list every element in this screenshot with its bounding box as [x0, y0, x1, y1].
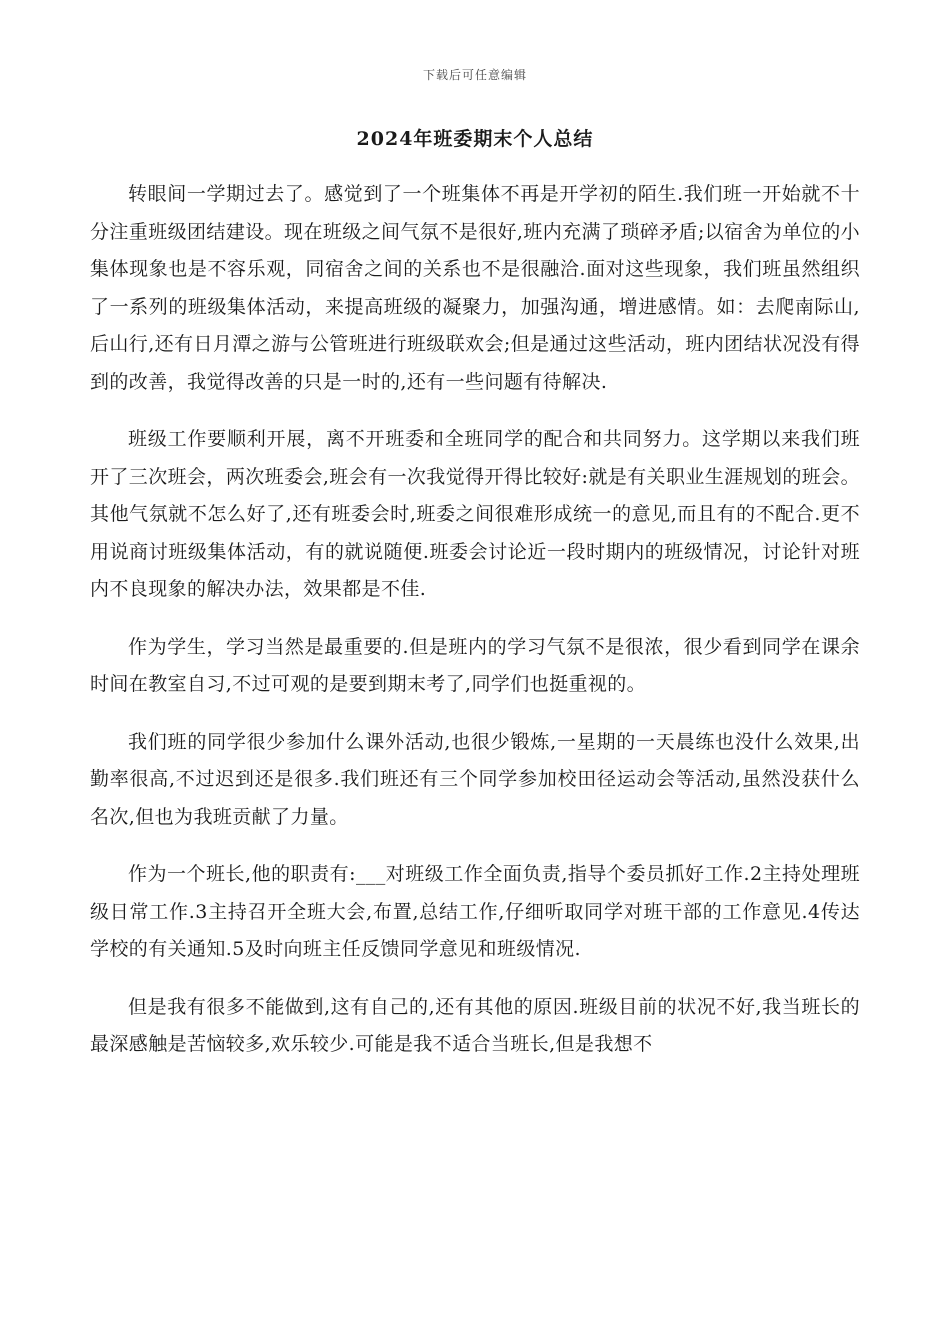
paragraph-3: 作为学生，学习当然是最重要的.但是班内的学习气氛不是很浓，很少看到同学在课余时间在教室自习,不过可观的是要到期末考了,同学们也挺重视的。: [90, 635, 860, 695]
document-body: [90, 176, 860, 1084]
header-note: 下载后可任意编辑: [422, 68, 527, 82]
paragraph-5: 作为一个班长,他的职责有:___对班级工作全面负责,指导个委员抓好工作.2主持处理班级日常工作.3主持召开全班大会,布置,总结工作,仔细听取同学对班干部的工作意见.4传达学校的有关通知.5及时向班主任反馈同学意见和班级情况.: [90, 863, 860, 960]
paragraph-4: 我们班的同学很少参加什么课外活动,也很少锻炼,一星期的一天晨练也没什么效果,出勤率很高,不过迟到还是很多.我们班还有三个同学参加校田径运动会等活动,虽然没获什么名次,但也为我班贡献了力量。: [90, 730, 860, 828]
paragraph-2: 班级工作要顺利开展，离不开班委和全班同学的配合和共同努力。这学期以来我们班开了三次班会，两次班委会,班会有一次我觉得开得比较好:就是有关职业生涯规划的班会。其他气氛就不怎么好了,还有班委会时,班委之间很难形成统一的意见,而且有的不配合.更不用说商讨班级集体活动，有的就说随便.班委会讨论近一段时期内的班级情况，讨论针对班内不良现象的解决办法，效果都是不佳.: [90, 428, 860, 600]
paragraph-6: 但是我有很多不能做到,这有自己的,还有其他的原因.班级目前的状况不好,我当班长的最深感触是苦恼较多,欢乐较少.可能是我不适合当班长,但是我想不: [90, 995, 860, 1055]
document-title: 2024年班委期末个人总结: [356, 128, 594, 150]
paragraph-1: 转眼间一学期过去了。感觉到了一个班集体不再是开学初的陌生.我们班一开始就不十分注重班级团结建设。现在班级之间气氛不是很好,班内充满了琐碎矛盾;以宿舍为单位的小集体现象也是不容乐观，同宿舍之间的关系也不是很融洽.面对这些现象，我们班虽然组织了一系列的班级集体活动，来提高班级的凝聚力，加强沟通，增进感情。如：去爬南际山,后山行,还有日月潭之游与公管班进行班级联欢会;但是通过这些活动，班内团结状况没有得到的改善，我觉得改善的只是一时的,还有一些问题有待解决.: [90, 183, 860, 393]
